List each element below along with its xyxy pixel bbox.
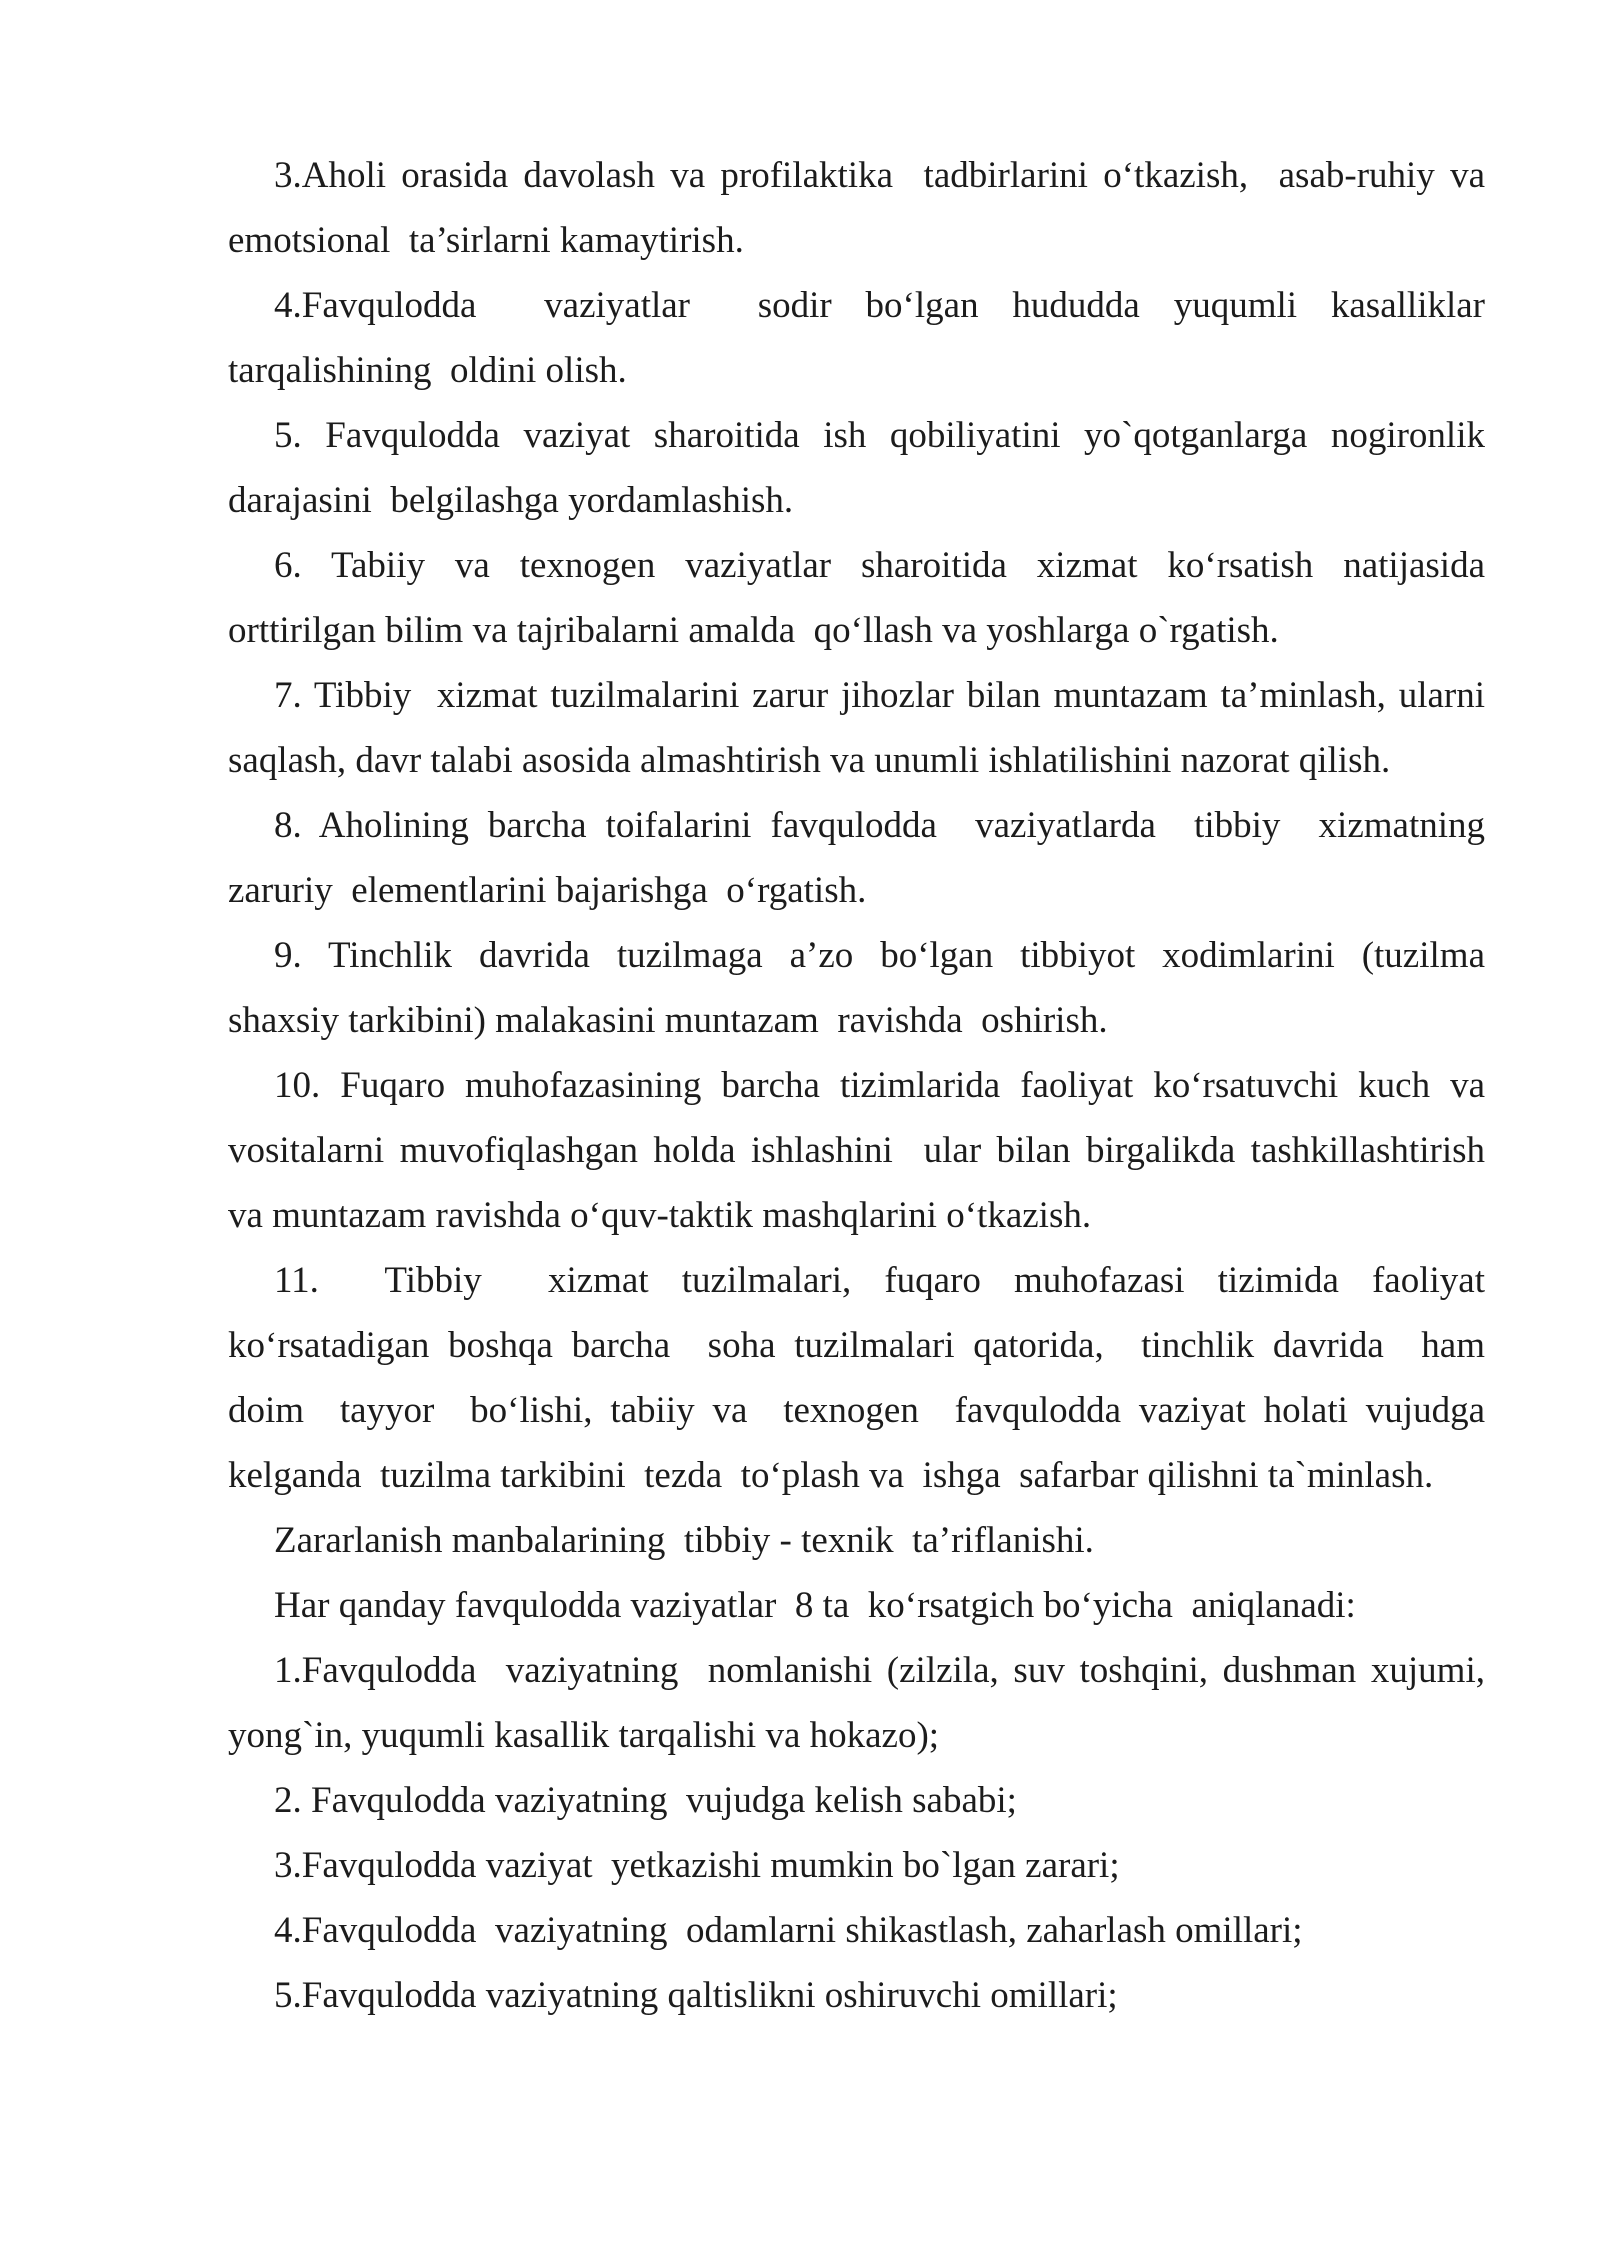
paragraph-list-item-8 — [228, 793, 1485, 923]
paragraph-list-item-7 — [228, 663, 1485, 793]
text-line: kelganda tuzilma tarkibini tezda to‘plash va ishga safarbar qilishni ta`minlash. — [228, 1455, 1434, 1496]
text-line: 4.Favqulodda vaziyatning odamlarni shikastlash, zaharlash omillari; — [274, 1910, 1303, 1951]
paragraph-list-item-6 — [228, 533, 1485, 663]
text-line: 5. Favqulodda vaziyat sharoitida ish qobiliyatini yo`qotganlarga nogironlik — [274, 415, 1485, 456]
text-line: darajasini belgilashga yordamlashish. — [228, 480, 794, 521]
text-line: Zararlanish manbalarining tibbiy - texnik ta’riflanishi. — [274, 1520, 1094, 1561]
text-line: 2. Favqulodda vaziyatning vujudga kelish sababi; — [274, 1780, 1017, 1821]
section-heading — [228, 1508, 1485, 1573]
text-line: 3.Aholi orasida davolash va profilaktika tadbirlarini o‘tkazish, asab-ruhiy va — [274, 155, 1485, 196]
paragraph-list-item-4 — [228, 273, 1485, 403]
text-line: 10. Fuqaro muhofazasining barcha tizimlarida faoliyat ko‘rsatuvchi kuch va — [274, 1065, 1485, 1106]
text-line: 8. Aholining barcha toifalarini favqulodda vaziyatlarda tibbiy xizmatning — [274, 805, 1485, 846]
text-line: emotsional ta’sirlarni kamaytirish. — [228, 220, 744, 261]
text-line: doim tayyor bo‘lishi, tabiiy va texnogen favqulodda vaziyat holati vujudga — [228, 1390, 1485, 1431]
text-line: tarqalishining oldini olish. — [228, 350, 627, 391]
text-line: zaruriy elementlarini bajarishga o‘rgatish. — [228, 870, 867, 911]
text-line: ko‘rsatadigan boshqa barcha soha tuzilmalari qatorida, tinchlik davrida ham — [228, 1325, 1485, 1366]
paragraph-list-item-9 — [228, 923, 1485, 1053]
text-line: 7. Tibbiy xizmat tuzilmalarini zarur jihozlar bilan muntazam ta’minlash, ularni — [274, 675, 1485, 716]
text-line: 4.Favqulodda vaziyatlar sodir bo‘lgan hududda yuqumli kasalliklar — [274, 285, 1485, 326]
body-text — [228, 143, 1485, 2028]
text-line: va muntazam ravishda o‘quv-taktik mashqlarini o‘tkazish. — [228, 1195, 1092, 1236]
paragraph-indicator-1 — [228, 1638, 1485, 1768]
paragraph-list-item-10 — [228, 1053, 1485, 1248]
text-line: 1.Favqulodda vaziyatning nomlanishi (zilzila, suv toshqini, dushman xujumi, — [274, 1650, 1485, 1691]
text-line: saqlash, davr talabi asosida almashtirish va unumli ishlatilishini nazorat qilish. — [228, 740, 1391, 781]
text-line: vositalarni muvofiqlashgan holda ishlashini ular bilan birgalikda tashkillashtirish — [228, 1130, 1485, 1171]
text-line: orttirilgan bilim va tajribalarni amalda qo‘llash va yoshlarga o`rgatish. — [228, 610, 1279, 651]
paragraph-list-item-5 — [228, 403, 1485, 533]
paragraph-indicator-4 — [228, 1898, 1485, 1963]
text-line: Har qanday favqulodda vaziyatlar 8 ta ko‘rsatgich bo‘yicha aniqlanadi: — [274, 1585, 1356, 1626]
intro-paragraph — [228, 1573, 1485, 1638]
text-line: 6. Tabiiy va texnogen vaziyatlar sharoitida xizmat ko‘rsatish natijasida — [274, 545, 1485, 586]
paragraph-list-item-3 — [228, 143, 1485, 273]
text-line: shaxsiy tarkibini) malakasini muntazam ravishda oshirish. — [228, 1000, 1108, 1041]
paragraph-list-item-11 — [228, 1248, 1485, 1508]
text-line: 11. Tibbiy xizmat tuzilmalari, fuqaro muhofazasi tizimida faoliyat — [274, 1260, 1485, 1301]
paragraph-indicator-5 — [228, 1963, 1485, 2028]
text-line: 3.Favqulodda vaziyat yetkazishi mumkin bo`lgan zarari; — [274, 1845, 1120, 1886]
text-line: 5.Favqulodda vaziyatning qaltislikni oshiruvchi omillari; — [274, 1975, 1118, 2016]
text-line: 9. Tinchlik davrida tuzilmaga a’zo bo‘lgan tibbiyot xodimlarini (tuzilma — [274, 935, 1485, 976]
paragraph-indicator-3 — [228, 1833, 1485, 1898]
paragraph-indicator-2 — [228, 1768, 1485, 1833]
text-line: yong`in, yuqumli kasallik tarqalishi va hokazo); — [228, 1715, 940, 1756]
